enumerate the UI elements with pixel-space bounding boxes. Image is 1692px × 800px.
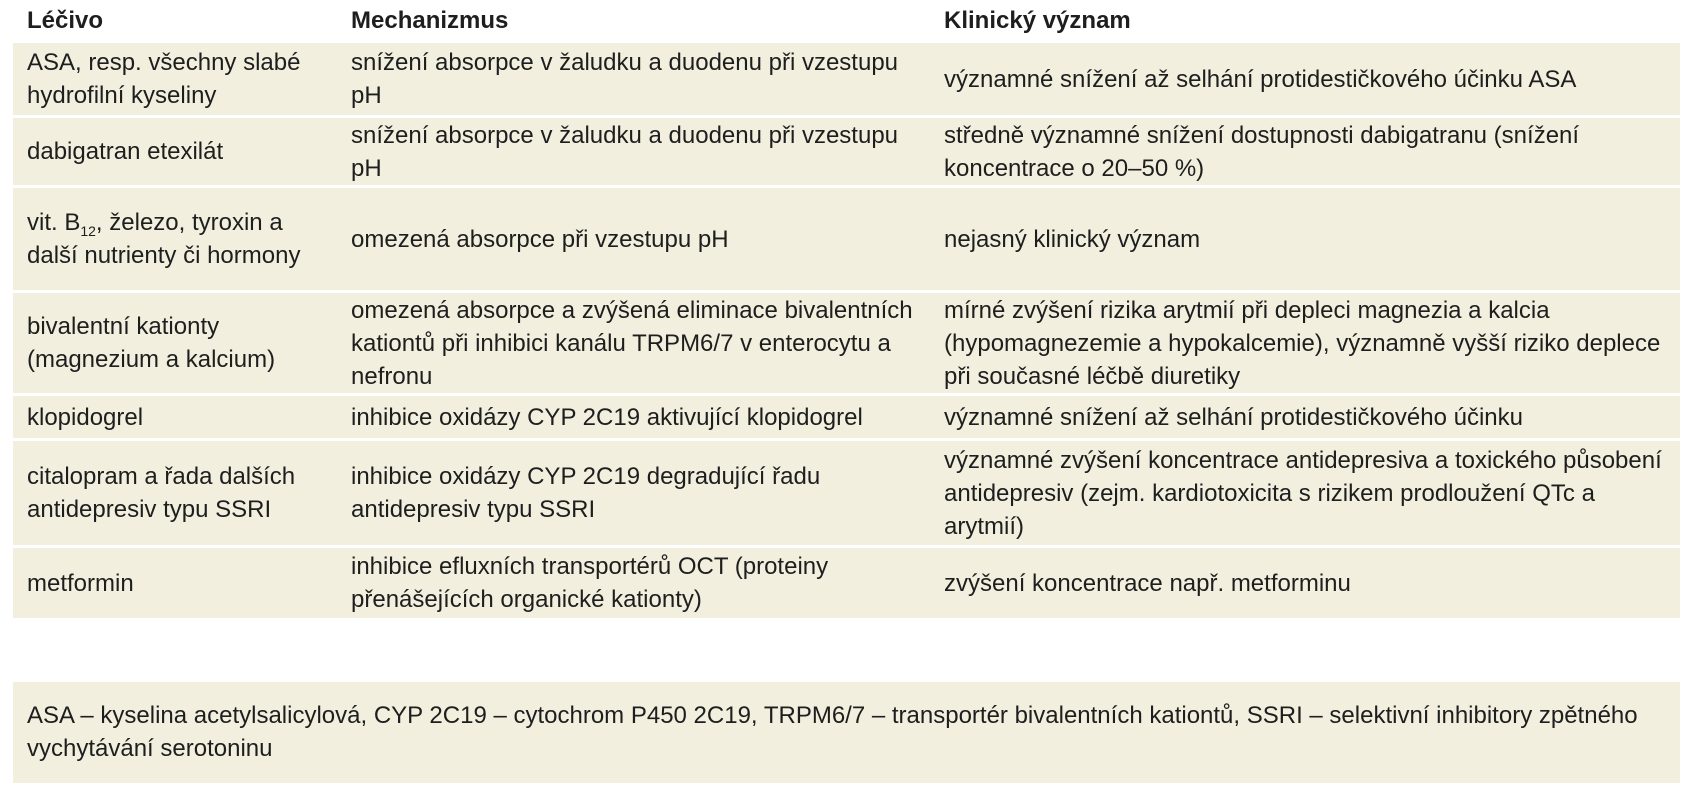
significance-cell: mírné zvýšení rizika arytmií při depleci magnezia a kalcia (hypomagnezemie a hypokalcemie), významně vyšší riziko deplece při současné léčbě diuretiky [930, 292, 1680, 395]
table-row [13, 117, 1680, 187]
significance-cell: nejasný klinický význam [930, 187, 1680, 292]
table-row [13, 395, 1680, 440]
drug-name-prefix: vit. B [27, 209, 81, 236]
drug-cell: klopidogrel [13, 395, 337, 440]
table-row [13, 547, 1680, 619]
drug-cell: bivalentní kationty (magnezium a kalcium) [13, 292, 337, 395]
table-row [13, 42, 1680, 117]
mechanism-cell: omezená absorpce a zvýšená eliminace bivalentních kationtů při inhibici kanálu TRPM6/7 v enterocytu a nefronu [337, 292, 930, 395]
table-row [13, 187, 1680, 292]
mechanism-cell: inhibice efluxních transportérů OCT (proteiny přenášejících organické kationty) [337, 547, 930, 619]
mechanism-cell: inhibice oxidázy CYP 2C19 aktivující klopidogrel [337, 395, 930, 440]
table-row [13, 440, 1680, 547]
column-header-clinical-significance: Klinický význam [930, 0, 1680, 42]
drug-interaction-table [13, 0, 1680, 618]
mechanism-cell: inhibice oxidázy CYP 2C19 degradující řadu antidepresiv typu SSRI [337, 440, 930, 547]
mechanism-cell: omezená absorpce při vzestupu pH [337, 187, 930, 292]
table-header-row [13, 0, 1680, 42]
drug-cell: ASA, resp. všechny slabé hydrofilní kyseliny [13, 42, 337, 117]
significance-cell: významné snížení až selhání protidestičkového účinku [930, 395, 1680, 440]
drug-name-suffix: , železo, tyroxin a další nutrienty či hormony [27, 209, 301, 269]
column-header-mechanism: Mechanizmus [337, 0, 930, 42]
drug-cell: dabigatran etexilát [13, 117, 337, 187]
table-footnote: ASA – kyselina acetylsalicylová, CYP 2C19 – cytochrom P450 2C19, TRPM6/7 – transportér bivalentních kationtů, SSRI – selektivní inhibitory zpětného vychytávání serotoninu [13, 682, 1680, 783]
significance-cell: středně významné snížení dostupnosti dabigatranu (snížení koncentrace o 20–50 %) [930, 117, 1680, 187]
interaction-table-container [13, 0, 1680, 618]
drug-cell [13, 187, 337, 292]
significance-cell: zvýšení koncentrace např. metforminu [930, 547, 1680, 619]
mechanism-cell: snížení absorpce v žaludku a duodenu při vzestupu pH [337, 117, 930, 187]
drug-cell: metformin [13, 547, 337, 619]
table-row [13, 292, 1680, 395]
significance-cell: významné snížení až selhání protidestičkového účinku ASA [930, 42, 1680, 117]
drug-name-subscript: 12 [80, 222, 96, 239]
drug-cell: citalopram a řada dalších antidepresiv typu SSRI [13, 440, 337, 547]
significance-cell: významné zvýšení koncentrace antidepresiva a toxického působení antidepresiv (zejm. kardiotoxicita s rizikem prodloužení QTc a arytmií) [930, 440, 1680, 547]
mechanism-cell: snížení absorpce v žaludku a duodenu při vzestupu pH [337, 42, 930, 117]
column-header-drug: Léčivo [13, 0, 337, 42]
